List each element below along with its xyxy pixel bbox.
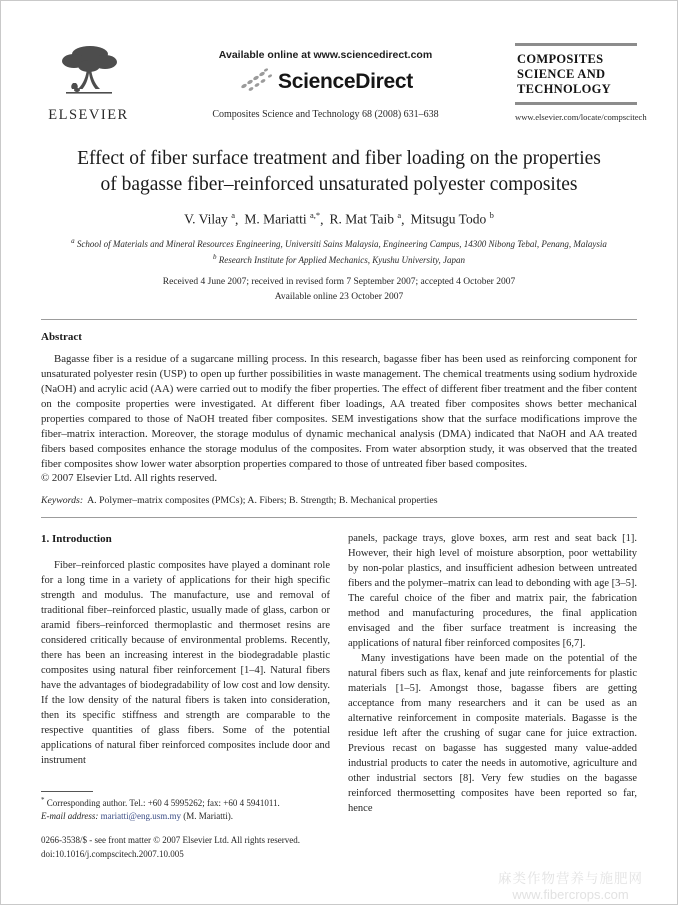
issn-line: 0266-3538/$ - see front matter © 2007 Elsevier Ltd. All rights reserved. [41,835,301,845]
keywords-label: Keywords: [41,495,84,507]
elsevier-tree-logo-icon [41,43,136,105]
copyright-line: © 2007 Elsevier Ltd. All rights reserved. [41,472,218,485]
journal-name-line: TECHNOLOGY [517,81,611,96]
keywords-text: A. Polymer–matrix composites (PMCs); A. Fibers; B. Strength; B. Mechanical properties [87,495,438,507]
author-affil-sup: a [397,210,402,221]
doi-line: doi:10.1016/j.compscitech.2007.10.005 [41,848,184,859]
watermark-chinese-text: 麻类作物营养与施肥网 [498,871,643,886]
article-title-line2: of bagasse fiber–reinforced unsaturated polyester composites [100,173,578,195]
elsevier-logo-block [41,43,136,124]
intro-paragraph-left: Fiber–reinforced plastic composites have played a dominant role for a long time in a variety of applications for their high specific strength and modulus. The manufacture, use and removal of traditional fiber–reinforced plastic, usually made of glass, carbon or aramid fibers–reinforced thermoplastic and thermoset resins are considered critically because of environmental problems. Recently, there has been an increasing interest in the biodegradable plastic composites using natural fiber reinforcement [1–4]. Natural fibers have the advantages of biodegradability of low cost and low density. If the low density of the natural fibers is taken into consideration, then its specific stiffness and strength are comparable to the respective quantities of glass fibers. Some of the potential applications of natural fiber reinforced composites include door and instrument [41,560,330,767]
keywords-bottom-rule [41,517,637,518]
article-dates [41,275,637,304]
author-separator: , [401,211,405,227]
sciencedirect-dots-icon [238,66,274,97]
email-suffix: (M. Mariatti). [183,811,233,822]
masthead-top-rule [515,43,637,46]
affiliations [41,236,637,268]
section-heading-introduction: 1. Introduction [41,533,112,546]
email-link[interactable]: mariatti@eng.usm.my [100,811,181,822]
footnote-text [41,795,335,810]
affiliation-line [41,236,637,252]
masthead-bottom-rule [515,102,637,105]
journal-url: www.elsevier.com/locate/compscitech [515,112,647,123]
author-name: V. Vilay [184,211,228,227]
authors-line [41,210,637,228]
author-name: M. Mariatti [244,211,307,227]
page-header [41,43,647,124]
corresponding-author-footnote [41,791,335,823]
right-column [348,531,637,816]
abstract-heading: Abstract [41,331,82,344]
journal-citation: Composites Science and Technology 68 (2008) 631–638 [212,109,439,120]
elsevier-wordmark: ELSEVIER [48,107,129,123]
email-label: E-mail address: [41,811,99,822]
available-online-text: Available online at www.sciencedirect.com [218,49,433,61]
journal-name-line: COMPOSITES [517,52,604,66]
affiliation-text: School of Materials and Mineral Resources Engineering, Universiti Sains Malaysia, Engineering Campus, 14300 Nibong Tebal, Penang, Malaysia [76,238,607,249]
footnote-rule [41,791,93,792]
site-watermark [498,867,643,902]
affiliation-text: Research Institute for Applied Mechanics, Kyushu University, Japan [218,254,465,265]
left-column [41,531,330,816]
article-title-line1: Effect of fiber surface treatment and fiber loading on the properties [77,148,601,169]
author-name: Mitsugu Todo [410,211,487,227]
author-affil-sup: a [231,210,236,221]
intro-paragraph-right-1: panels, package trays, glove boxes, arm rest and seat back [1]. However, their high level of moisture absorption, poor wettability by non-polar plastics, and insufficient adhesion between untreated fibers and the polymer–matrix can lead to debonding with age [3–5]. The careful choice of the fiber and matrix pair, the fabrication method and manufacturing procedures, the final application envisaged and the fiber surface treatment is increasing the applications of natural fiber reinforced composites [6,7]. [348,533,637,650]
article-title [41,146,637,197]
author-separator: , [235,211,239,227]
footnote-marker: * [41,796,45,804]
footnote-contact-text: Corresponding author. Tel.: +60 4 5995262; fax: +60 4 5941011. [46,798,280,808]
journal-masthead [515,43,647,123]
page-footer [41,834,300,861]
received-line: Received 4 June 2007; received in revised form 7 September 2007; accepted 4 October 2007 [162,276,516,287]
keywords-line [41,495,637,506]
body-columns [41,531,637,816]
watermark-url: www.fibercrops.com [512,887,629,902]
abstract-top-rule [41,319,637,320]
intro-paragraph-right-2: Many investigations have been made on the potential of the natural fibers such as flax, kenaf and jute reinforcements for plastic materials [1–5]. Amongst those, bagasse fibers are getting acceptance from many researchers and it can be used as an alternative reinforcement in composite materials. Bagasse is the residue left after the crushing of sugar cane for juice extraction. Previous recast on bagasse has suggested many value-added industrial products to cater the needs in automotive, agriculture and other industrial sectors [8]. Very few studies on the bagasse reinforced thermosetting composites have been reported so far, hence [348,653,637,815]
author-separator: , [320,211,324,227]
available-online-line: Available online 23 October 2007 [274,291,404,302]
footnote-email-line [41,810,335,823]
author-affil-sup: b [489,210,494,221]
author-name: R. Mat Taib [329,211,394,227]
affiliation-sup: b [213,252,217,261]
author-affil-sup: a,* [310,210,321,221]
abstract-text: Bagasse fiber is a residue of a sugarcane milling process. In this research, bagasse fiber has been used as reinforcing component for unsaturated polyester resin (USP) to open up further possibilities in waste management. The chemical treatments using sodium hydroxide (NaOH) and acrylic acid (AA) were carried out to modify the fiber properties. The effect of different fiber treatment and the fiber content on the composite properties were investigated. At different fiber loadings, AA treated fiber composites shows better mechanical properties compared to those of NaOH treated fiber composites. SEM investigations show that the surface modifications improve the fiber–matrix interaction. Moreover, the storage modulus of dynamic mechanical analysis (DMA) indicated that NaOH and AA treated fibers based composites enhance the storage modulus of the composites. From water absorption study, it was observed that the treated fiber composites show lower water absorption properties compared to those of untreated fiber based composites. [41,353,637,470]
sciencedirect-logo [238,66,413,97]
header-center-block [136,43,515,120]
affiliation-line [41,252,637,268]
journal-name [517,52,637,96]
journal-name-line: SCIENCE AND [517,66,606,81]
affiliation-sup: a [71,236,75,245]
sciencedirect-wordmark: ScienceDirect [277,69,413,93]
